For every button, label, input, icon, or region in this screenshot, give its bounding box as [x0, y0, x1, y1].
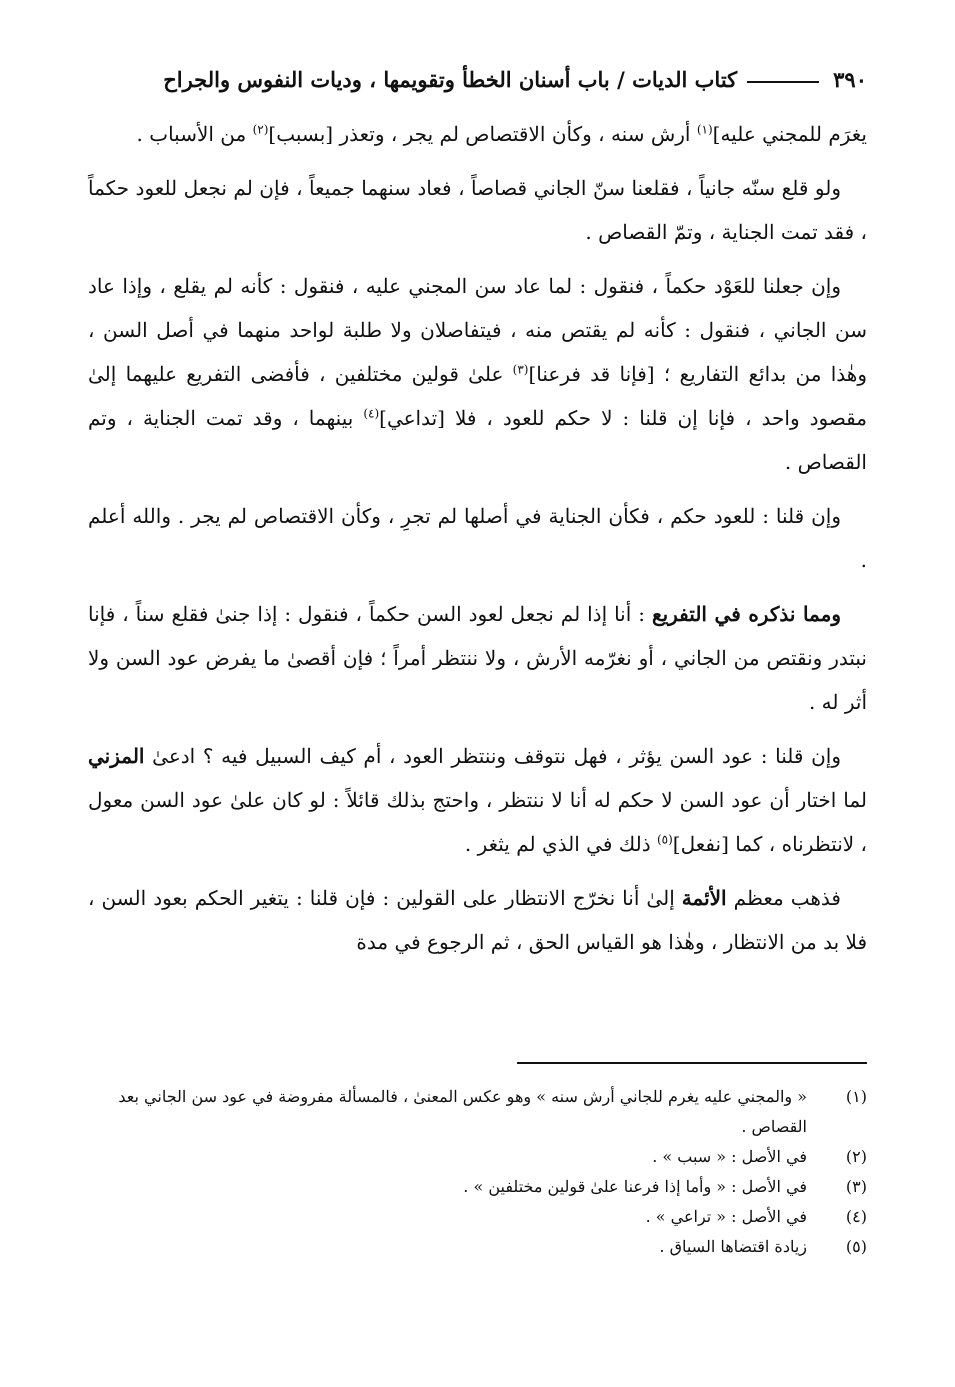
paragraph [88, 876, 867, 964]
running-header [88, 60, 867, 100]
text-run: علىٰ قولين مختلفين ، فأفضى التفريع عليهما إلىٰ مقصود واحد ، فإنا إن قلنا : لا حكم للعود ، فلا [تداعي] [88, 362, 867, 430]
footnote [88, 1142, 867, 1172]
paragraph [88, 494, 867, 582]
footnote-ref: (٥) [656, 832, 673, 847]
paragraph [88, 734, 867, 866]
text-run: ولو قلع سنّه جانياً ، فقلعنا سنّ الجاني قصاصاً ، فعاد سنهما جميعاً ، فإن لم نجعل للعود حكماً ، فقد تمت الجناية ، وتمّ القصاص . [88, 176, 867, 244]
footnote [88, 1172, 867, 1202]
text-run: ذلك في الذي لم يثغر . [464, 832, 657, 856]
footnote [88, 1082, 867, 1142]
footnote-ref: (٣) [512, 362, 529, 377]
footnote-number: (١) [845, 1087, 867, 1106]
text-run: لما اختار أن عود السن لا حكم له أنا لا ننتظر ، واحتج بذلك قائلاً : لو كان علىٰ عود السن معول ، لانتظرناه ، كما [نفعل] [88, 788, 867, 856]
paragraph [88, 264, 867, 484]
header-title: كتاب الديات / باب أسنان الخطأ وتقويمها ، وديات النفوس والجراح [163, 67, 738, 92]
footnote-text: في الأصل : « وأما إذا فرعنا علىٰ قولين مختلفين » . [463, 1177, 807, 1196]
footnote-number: (٥) [845, 1237, 867, 1256]
footnote-ref: (١) [696, 122, 713, 137]
footnote-number: (٣) [845, 1177, 867, 1196]
paragraph [88, 166, 867, 254]
header-dash [747, 81, 819, 83]
footnote-text: في الأصل : « تراعي » . [645, 1207, 807, 1226]
text-run: يغرَم للمجني عليه] [712, 122, 867, 146]
text-run: : أنا إذا لم نجعل لعود السن حكماً ، فنقول : إذا جنىٰ فقلع سناً ، فإنا نبتدر ونقتص من الجاني ، أو نغرّمه الأرش ، ولا ننتظر أمراً ؛ فإن أقصىٰ ما يفرض عود السن ولا أثر له . [88, 602, 867, 714]
footnote-text: « والمجني عليه يغرم للجاني أرش سنه » وهو عكس المعنىٰ ، فالمسألة مفروضة في عود سن الجاني بعد القصاص . [118, 1087, 807, 1136]
text-run: وإن قلنا : للعود حكم ، فكأن الجناية في أصلها لم تجرِ ، وكأن الاقتصاص لم يجر . والله أعلم . [88, 504, 867, 572]
footnote-ref: (٢) [252, 122, 269, 137]
footnote-ref: (٤) [363, 406, 380, 421]
footnote-number: (٤) [845, 1207, 867, 1226]
paragraph [88, 592, 867, 724]
bold-term: الأئمة [681, 886, 727, 910]
text-run: وإن قلنا : عود السن يؤثر ، فهل نتوقف وننتظر العود ، أم كيف السبيل فيه ؟ ادعىٰ [144, 744, 841, 768]
main-text [88, 112, 867, 974]
text-run: وإن جعلنا للعَوْد حكماً ، فنقول : لما عاد سن المجني عليه ، فنقول : كأنه لم يقلع ، وإذا عاد سن الجاني ، فنقول : كأنه لم يقتص منه ، فيتفاصلان ولا طلبة لواحد منهما في أصل السن ، وهٰذا من بدائع التفاريع ؛ [فإنا قد فرعنا] [88, 274, 867, 386]
paragraph [88, 112, 867, 156]
footnote-text: في الأصل : « سبب » . [652, 1147, 807, 1166]
text-run: من الأسباب . [136, 122, 253, 146]
footnote-number: (٢) [845, 1147, 867, 1166]
footnotes [88, 1082, 867, 1262]
footnote [88, 1202, 867, 1232]
bold-term: ومما نذكره في التفريع [651, 602, 841, 626]
footnote-text: زيادة اقتضاها السياق . [659, 1237, 807, 1256]
footnote [88, 1232, 867, 1262]
text-run: فذهب معظم [726, 886, 841, 910]
text-run: أرش سنه ، وكأن الاقتصاص لم يجر ، وتعذر [بسبب] [268, 122, 697, 146]
text-run: بينهما ، وقد تمت الجناية ، وتم القصاص . [88, 406, 867, 474]
bold-term: المزني [88, 744, 145, 768]
text-run: إلىٰ أنا نخرّج الانتظار على القولين : فإن قلنا : يتغير الحكم بعود السن ، فلا بد من الانتظار ، وهٰذا هو القياس الحق ، ثم الرجوع في مدة [88, 886, 867, 954]
page-number: ٣٩٠ [833, 67, 867, 92]
footnote-separator [517, 1062, 867, 1064]
